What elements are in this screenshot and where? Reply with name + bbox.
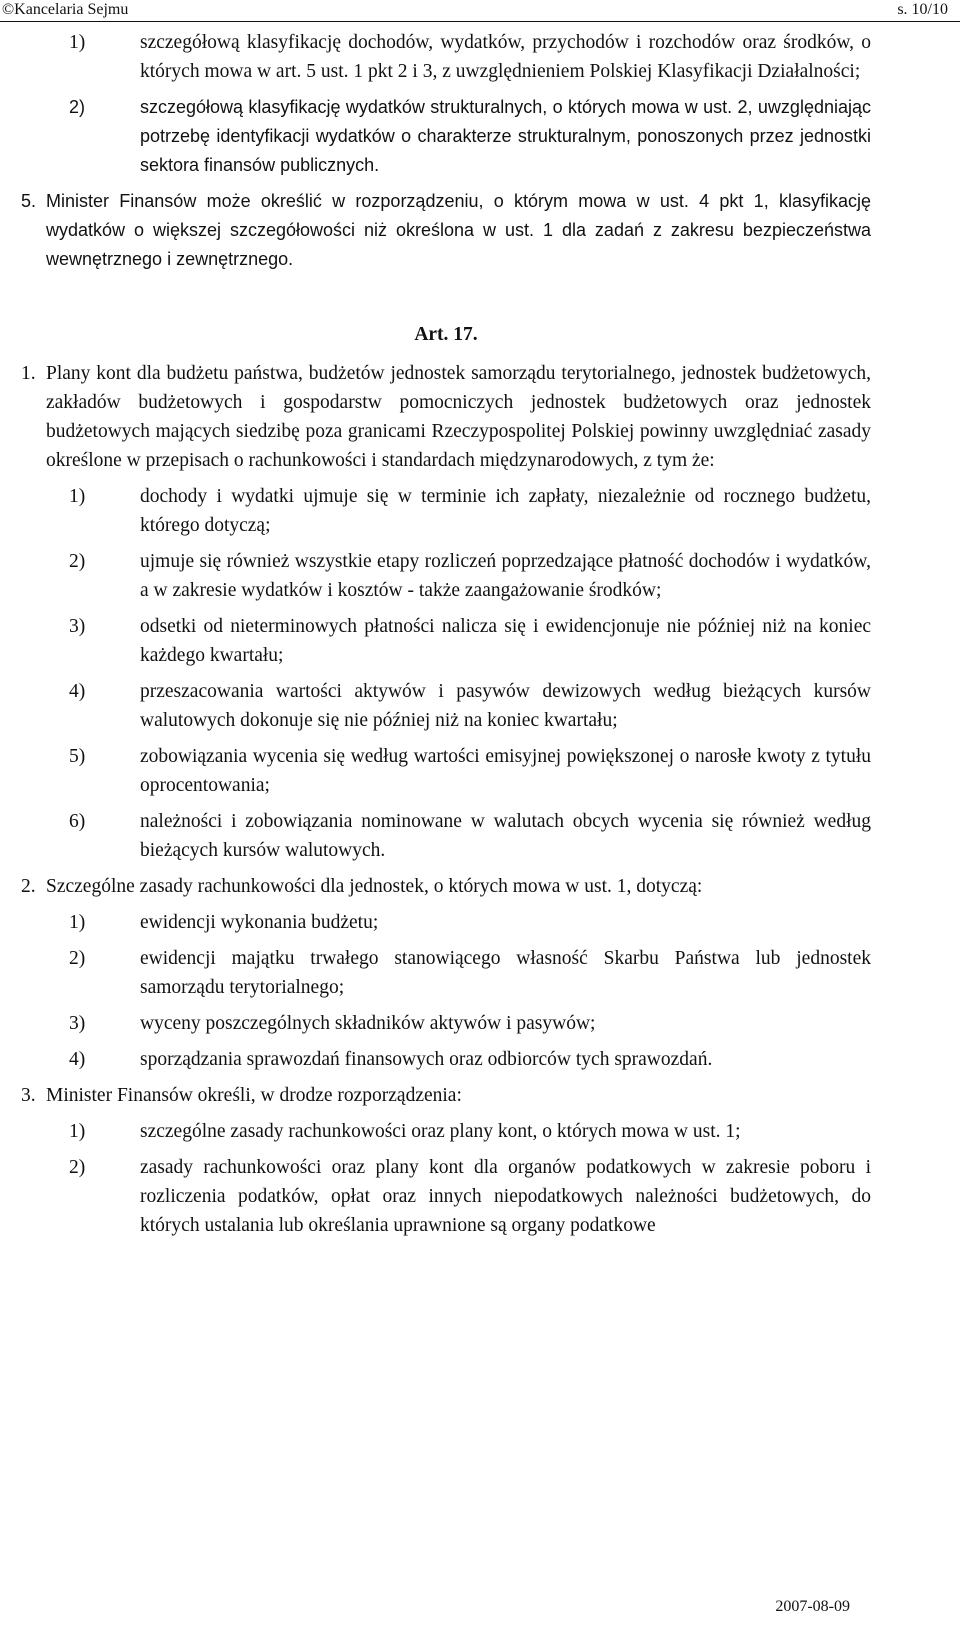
list-item xyxy=(21,612,871,670)
paragraph-text: Szczególne zasady rachunkowości dla jednostek, o których mowa w ust. 1, dotyczą: xyxy=(46,876,703,897)
item-number: 4) xyxy=(69,1049,86,1070)
item-text: należności i zobowiązania nominowane w walutach obcych wycenia się również według bieżących kursów walutowych. xyxy=(140,811,871,861)
item-number: 2) xyxy=(69,948,86,969)
item-text: ewidencji majątku trwałego stanowiącego własność Skarbu Państwa lub jednostek samorządu terytorialnego; xyxy=(140,948,871,998)
paragraph-number: 5. xyxy=(21,191,37,211)
item-text: szczegółową klasyfikację wydatków strukturalnych, o których mowa w ust. 2, uwzględniając potrzebę identyfikacji wydatków o charakterze strukturalnym, ponoszonych przez jednostki sektora finansów publicznych. xyxy=(140,97,871,175)
item-number: 5) xyxy=(69,746,86,767)
item-text: szczegółową klasyfikację dochodów, wydatków, przychodów i rozchodów oraz środków, o których mowa w art. 5 ust. 1 pkt 2 i 3, z uwzględnieniem Polskiej Klasyfikacji Działalności; xyxy=(140,32,871,82)
item-text: przeszacowania wartości aktywów i pasywów dewizowych według bieżących kursów walutowych dokonuje się nie później niż na koniec kwartału; xyxy=(140,681,871,731)
page-header xyxy=(0,0,960,22)
list-item xyxy=(21,742,871,800)
item-number: 2) xyxy=(69,97,86,117)
paragraph-1 xyxy=(21,359,871,475)
item-text: ujmuje się również wszystkie etapy rozliczeń poprzedzające płatność dochodów i wydatków, a w zakresie wydatków i kosztów - także zaangażowanie środków; xyxy=(140,551,871,601)
list-item xyxy=(21,1153,871,1240)
paragraph-number: 2. xyxy=(21,876,36,897)
item-number: 2) xyxy=(69,1157,86,1178)
item-number: 1) xyxy=(69,32,86,53)
item-number: 1) xyxy=(69,1121,86,1142)
item-text: zasady rachunkowości oraz plany kont dla organów podatkowych w zakresie poboru i rozliczenia podatków, opłat oraz innych niepodatkowych należności budżetowych, do których ustalania lub określania uprawnione są organy podatkowe xyxy=(140,1157,871,1236)
paragraph-2 xyxy=(21,872,871,901)
item-number: 1) xyxy=(69,912,86,933)
document-body xyxy=(21,28,871,1247)
item-text: odsetki od nieterminowych płatności nalicza się i ewidencjonuje nie później niż na koniec każdego kwartału; xyxy=(140,616,871,666)
list-item xyxy=(21,1045,871,1074)
paragraph-text: Minister Finansów określi, w drodze rozporządzenia: xyxy=(46,1085,462,1106)
header-divider xyxy=(0,21,960,22)
paragraph-text: Minister Finansów może określić w rozporządzeniu, o którym mowa w ust. 4 pkt 1, klasyfikację wydatków o większej szczegółowości niż określona w ust. 1 dla zadań z zakresu bezpieczeństwa wewnętrznego i zewnętrznego. xyxy=(46,191,871,269)
list-item xyxy=(21,1117,871,1146)
item-text: szczególne zasady rachunkowości oraz plany kont, o których mowa w ust. 1; xyxy=(140,1121,741,1142)
list-item xyxy=(21,1009,871,1038)
article-title: Art. 17. xyxy=(414,324,478,345)
list-item xyxy=(21,482,871,540)
publisher-label: ©Kancelaria Sejmu xyxy=(2,1,129,18)
paragraph-3 xyxy=(21,1081,871,1110)
document-date: 2007-08-09 xyxy=(775,1598,850,1615)
item-text: wyceny poszczególnych składników aktywów i pasywów; xyxy=(140,1013,596,1034)
item-text: sporządzania sprawozdań finansowych oraz odbiorców tych sprawozdań. xyxy=(140,1049,713,1070)
list-item xyxy=(21,908,871,937)
item-text: ewidencji wykonania budżetu; xyxy=(140,912,379,933)
paragraph-number: 1. xyxy=(21,363,36,384)
page-number: s. 10/10 xyxy=(897,1,948,18)
item-text: dochody i wydatki ujmuje się w terminie ich zapłaty, niezależnie od rocznego budżetu, którego dotyczą; xyxy=(140,486,871,536)
item-number: 4) xyxy=(69,681,86,702)
list-item xyxy=(21,28,871,86)
list-item xyxy=(21,807,871,865)
item-number: 3) xyxy=(69,616,86,637)
paragraph-5 xyxy=(21,187,871,274)
paragraph-number: 3. xyxy=(21,1085,36,1106)
list-item xyxy=(21,547,871,605)
list-item xyxy=(21,93,871,180)
list-item xyxy=(21,677,871,735)
list-item xyxy=(21,944,871,1002)
item-number: 3) xyxy=(69,1013,86,1034)
item-number: 2) xyxy=(69,551,86,572)
item-number: 6) xyxy=(69,811,86,832)
item-number: 1) xyxy=(69,486,86,507)
item-text: zobowiązania wycenia się według wartości emisyjnej powiększonej o narosłe kwoty z tytułu oprocentowania; xyxy=(140,746,871,796)
paragraph-text: Plany kont dla budżetu państwa, budżetów jednostek samorządu terytorialnego, jednostek budżetowych, zakładów budżetowych i gospodarstw pomocniczych jednostek budżetowych oraz jednostek budżetowych mających siedzibę poza granicami Rzeczypospolitej Polskiej powinny uwzględniać zasady określone w przepisach o rachunkowości i standardach międzynarodowych, z tym że: xyxy=(46,363,871,471)
